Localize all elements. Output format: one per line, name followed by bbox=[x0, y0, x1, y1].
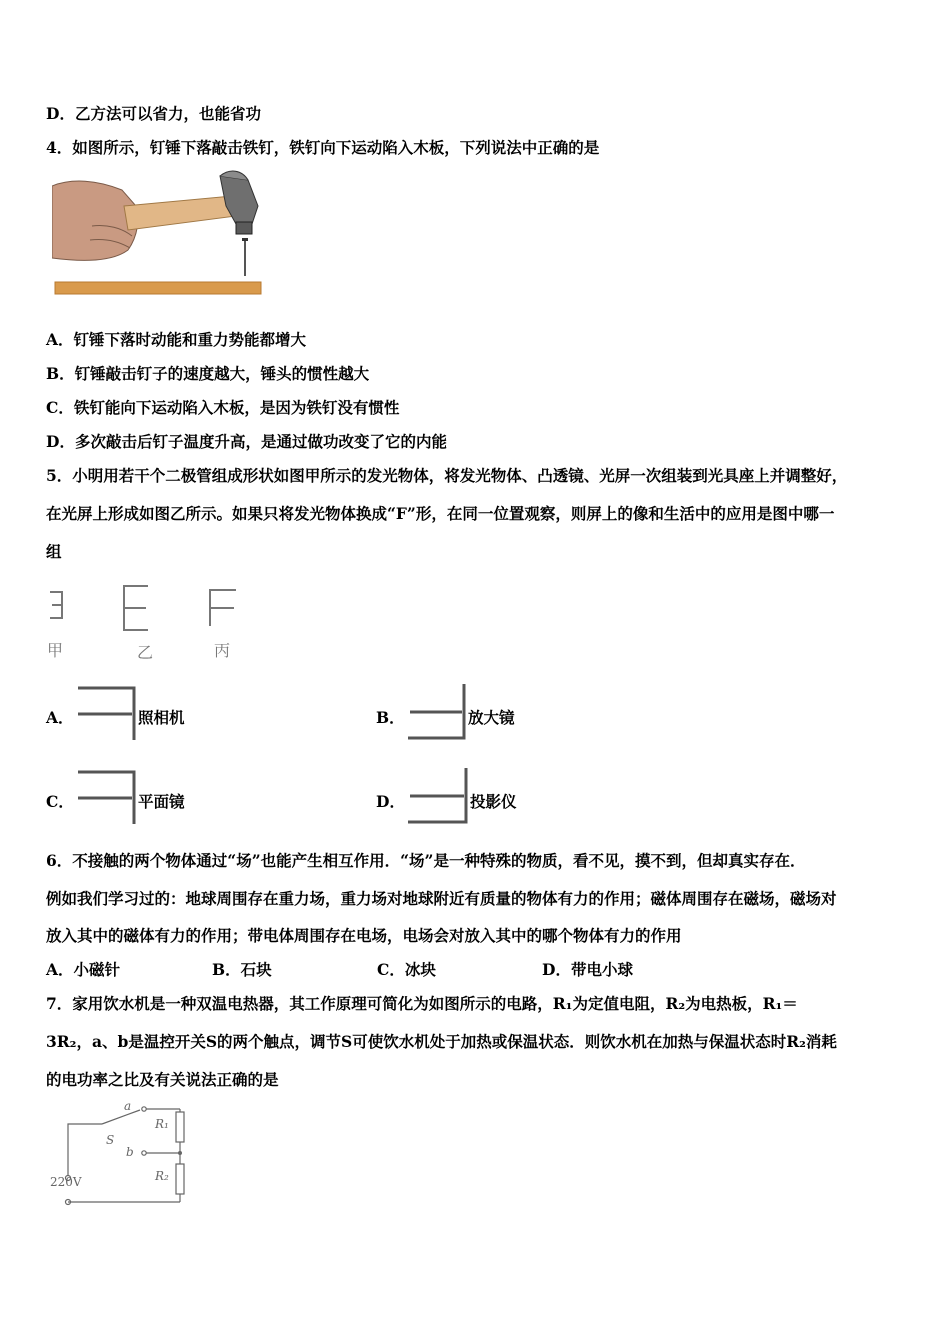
contact-a-label: a bbox=[124, 1099, 132, 1113]
q5-option-a-letter: A． bbox=[46, 708, 74, 727]
r1-label: R₁ bbox=[155, 1117, 169, 1131]
q5-option-b-text: 放大镜 bbox=[468, 708, 515, 727]
q5-option-b-letter: B． bbox=[376, 708, 405, 727]
q5-option-d-letter: D． bbox=[376, 792, 405, 811]
q4-option-a: A．钉锤下落时动能和重力势能都增大 bbox=[46, 330, 307, 349]
q6-option-a: A．小磁针 bbox=[46, 960, 121, 979]
r2-label: R₂ bbox=[155, 1169, 169, 1183]
q4-option-d: D．多次敲击后钉子温度升高，是通过做功改变了它的内能 bbox=[46, 432, 447, 451]
q5-option-b-image bbox=[404, 682, 468, 742]
q6-stem-line-1: 6．不接触的两个物体通过“场”也能产生相互作用．“场”是一种特殊的物质，看不见，摸不到，但却真实存在． bbox=[46, 851, 806, 870]
figure-label-bing: 丙 bbox=[213, 641, 231, 660]
q5-option-c-letter: C． bbox=[46, 792, 74, 811]
q4-option-c: C．铁钉能向下运动陷入木板，是因为铁钉没有惯性 bbox=[46, 398, 400, 417]
q6-option-c: C．冰块 bbox=[377, 960, 436, 979]
q5-option-a-text: 照相机 bbox=[138, 708, 185, 727]
switch-s-label: S bbox=[106, 1133, 115, 1147]
q7-stem-line-1: 7．家用饮水机是一种双温电热器，其工作原理可简化为如图所示的电路，R₁为定值电阻，R₂为电热板，R₁＝ bbox=[46, 994, 798, 1013]
q5-stem-line-3: 组 bbox=[46, 542, 62, 561]
hammer-nail-figure bbox=[52, 166, 267, 301]
q7-stem-line-3: 的电功率之比及有关说法正确的是 bbox=[46, 1070, 279, 1089]
q5-option-d-image bbox=[404, 766, 470, 826]
q5-stem-line-1: 5．小明用若干个二极管组成形状如图甲所示的发光物体，将发光物体、凸透镜、光屏一次组装到光具座上并调整好， bbox=[46, 466, 848, 485]
q5-option-c-image bbox=[76, 764, 138, 828]
q6-stem-line-3: 放入其中的磁体有力的作用；带电体周围存在电场，电场会对放入其中的哪个物体有力的作用 bbox=[46, 926, 682, 945]
q6-stem-line-2: 例如我们学习过的：地球周围存在重力场，重力场对地球附近有质量的物体有力的作用；磁体周围存在磁场，磁场对 bbox=[46, 889, 837, 908]
contact-b-label: b bbox=[126, 1145, 134, 1159]
q6-option-b: B．石块 bbox=[212, 960, 272, 979]
q5-stem-line-2: 在光屏上形成如图乙所示。如果只将发光物体换成“F”形，在同一位置观察，则屏上的像和生活中的应用是图中哪一 bbox=[46, 504, 835, 523]
q5-option-a-image bbox=[76, 680, 138, 744]
q7-stem-line-2: 3R₂，a、b是温控开关S的两个触点，调节S可使饮水机处于加热或保温状态．则饮水机在加热与保温状态时R₂消耗 bbox=[46, 1032, 837, 1051]
figure-label-jia: 甲 bbox=[46, 641, 64, 660]
q5-option-d-text: 投影仪 bbox=[470, 792, 517, 811]
q4-stem: 4．如图所示，钉锤下落敲击铁钉，铁钉向下运动陷入木板，下列说法中正确的是 bbox=[46, 138, 600, 157]
q5-figures bbox=[40, 580, 260, 665]
q6-option-d: D．带电小球 bbox=[542, 960, 633, 979]
figure-label-yi: 乙 bbox=[136, 643, 154, 662]
q4-option-b: B．钉锤敲击钉子的速度越大，锤头的惯性越大 bbox=[46, 364, 370, 383]
q3-option-d: D．乙方法可以省力，也能省功 bbox=[46, 104, 261, 123]
voltage-label: 220V bbox=[50, 1175, 82, 1189]
q7-circuit-diagram bbox=[44, 1096, 194, 1211]
q5-option-c-text: 平面镜 bbox=[138, 792, 185, 811]
